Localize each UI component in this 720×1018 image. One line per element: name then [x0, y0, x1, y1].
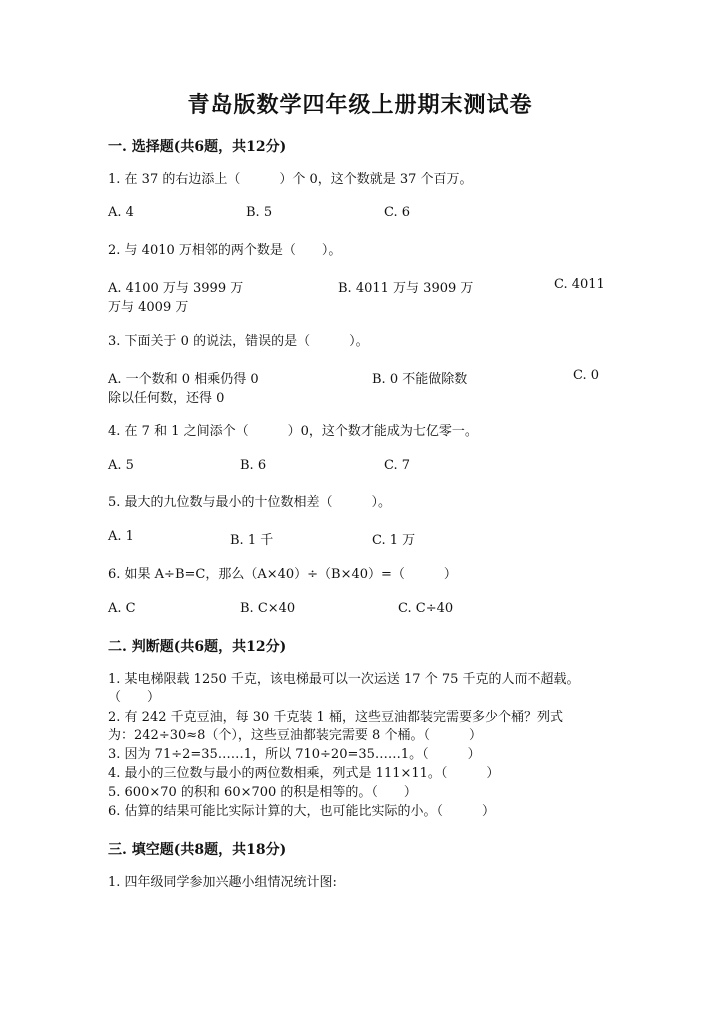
choice-3-option-c: C. 0	[573, 368, 600, 383]
choice-5-option-b: B. 1 千	[230, 533, 274, 548]
judge-question-5: 5. 600×70 的积和 60×700 的积是相等的。（ ）	[108, 785, 417, 800]
section-heading-choice: 一. 选择题(共6题，共12分)	[108, 139, 287, 155]
choice-1-option-a: A. 4	[108, 205, 134, 220]
judge-question-3: 3. 因为 71÷2=35……1，所以 710÷20=35……1。（ ）	[108, 747, 481, 762]
choice-2-option-c-continued: 万与 4009 万	[108, 300, 189, 315]
choice-question-4: 4. 在 7 和 1 之间添个（ ）0，这个数才能成为七亿零一。	[108, 424, 478, 439]
choice-5-option-c: C. 1 万	[372, 533, 416, 548]
judge-question-4: 4. 最小的三位数与最小的两位数相乘，列式是 111×11。（ ）	[108, 766, 500, 781]
choice-2-option-b: B. 4011 万与 3909 万	[338, 281, 474, 296]
judge-question-6: 6. 估算的结果可能比实际计算的大，也可能比实际的小。（ ）	[108, 804, 496, 819]
choice-1-option-b: B. 5	[246, 205, 273, 220]
judge-question-2-continued: 为：242÷30≈8（个），这些豆油都装完需要 8 个桶。（ ）	[108, 728, 482, 743]
choice-2-option-c: C. 4011	[554, 277, 605, 292]
fill-question-1: 1. 四年级同学参加兴趣小组情况统计图:	[108, 875, 337, 890]
choice-3-option-c-continued: 除以任何数，还得 0	[108, 391, 225, 406]
choice-1-option-c: C. 6	[384, 205, 411, 220]
choice-3-option-a: A. 一个数和 0 相乘仍得 0	[108, 372, 259, 387]
choice-question-5: 5. 最大的九位数与最小的十位数相差（ ）。	[108, 495, 392, 510]
choice-4-option-a: A. 5	[108, 458, 134, 473]
choice-6-option-c: C. C÷40	[398, 601, 454, 616]
choice-2-option-a: A. 4100 万与 3999 万	[108, 281, 244, 296]
section-heading-judge: 二. 判断题(共6题，共12分)	[108, 639, 287, 655]
choice-question-2: 2. 与 4010 万相邻的两个数是（ ）。	[108, 243, 342, 258]
choice-5-option-a: A. 1	[108, 529, 134, 544]
choice-3-option-b: B. 0 不能做除数	[372, 372, 468, 387]
choice-4-option-c: C. 7	[384, 458, 411, 473]
choice-6-option-b: B. C×40	[240, 601, 296, 616]
choice-question-3: 3. 下面关于 0 的说法，错误的是（ ）。	[108, 334, 369, 349]
choice-question-6: 6. 如果 A÷B=C，那么（A×40）÷（B×40）=（ ）	[108, 567, 457, 582]
choice-6-option-a: A. C	[108, 601, 136, 616]
choice-4-option-b: B. 6	[240, 458, 267, 473]
choice-question-1: 1. 在 37 的右边添上（ ）个 0，这个数就是 37 个百万。	[108, 172, 473, 187]
judge-question-1: 1. 某电梯限载 1250 千克，该电梯最可以一次运送 17 个 75 千克的人而不超载。	[108, 672, 580, 687]
judge-question-1-continued: （ ）	[108, 690, 161, 705]
judge-question-2: 2. 有 242 千克豆油，每 30 千克装 1 桶，这些豆油都装完需要多少个桶？列式	[108, 710, 563, 725]
section-heading-fill: 三. 填空题(共8题，共18分)	[108, 842, 287, 858]
page-title: 青岛版数学四年级上册期末测试卷	[187, 92, 533, 118]
